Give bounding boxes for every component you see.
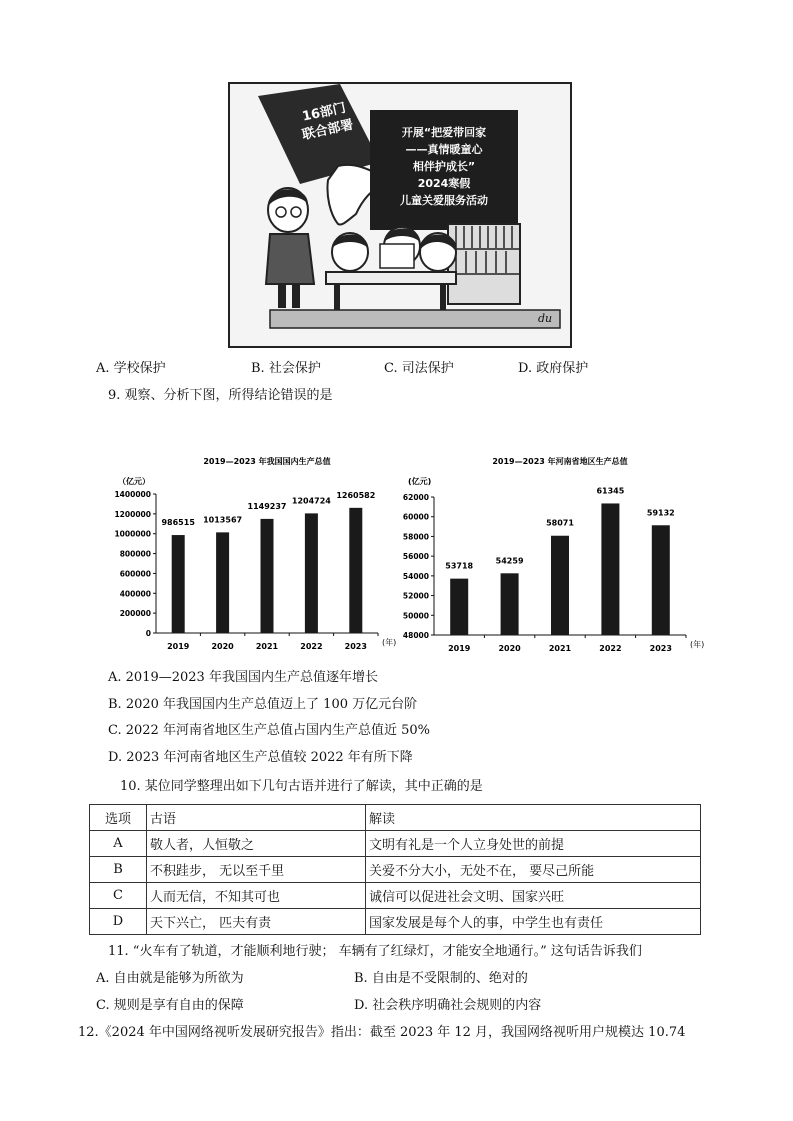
table-header-cell: 古语 <box>147 805 366 831</box>
bar <box>305 513 318 633</box>
data-label: 1260582 <box>336 490 376 500</box>
bar <box>216 532 229 633</box>
x-tick-label: 2021 <box>548 644 572 653</box>
x-axis-label: (年) <box>382 638 397 647</box>
y-tick-label: 0 <box>145 629 151 638</box>
y-tick-label: 1200000 <box>114 509 151 519</box>
y-axis-label: （亿元） <box>118 477 150 486</box>
floor <box>270 310 560 328</box>
cartoon-illustration <box>228 82 572 348</box>
q9-option-a: A. 2019—2023 年我国国内生产总值逐年增长 <box>108 670 378 685</box>
table-cell: 天下兴亡， 匹夫有责 <box>147 909 366 935</box>
data-label: 1013567 <box>203 515 243 525</box>
table-cell: B <box>90 857 147 883</box>
table-cell: 人而无信，不知其可也 <box>147 883 366 909</box>
y-tick-label: 50000 <box>402 611 429 621</box>
data-label: 53718 <box>445 561 474 571</box>
table-cell: 敬人者，人恒敬之 <box>147 831 366 857</box>
henan-gdp-chart <box>400 450 710 660</box>
q12-stem: 12.《2024 年中国网络视听发展研究报告》指出：截至 2023 年 12 月，我国网络视听用户规模达 10.74 <box>78 1025 686 1040</box>
teacher-figure <box>266 188 314 308</box>
y-tick-label: 62000 <box>402 493 429 502</box>
y-tick-label: 52000 <box>402 591 429 601</box>
chart-title: 2019—2023 年我国国内生产总值 <box>203 457 331 466</box>
table-cell: C <box>90 883 147 909</box>
y-tick-label: 60000 <box>402 512 429 522</box>
table-cell: A <box>90 831 147 857</box>
y-tick-label: 200000 <box>119 609 151 619</box>
x-tick-label: 2023 <box>344 642 367 651</box>
bar <box>172 535 185 633</box>
x-tick-label: 2022 <box>599 644 622 653</box>
q11-option-d: D. 社会秩序明确社会规则的内容 <box>354 998 542 1013</box>
bar <box>601 503 619 635</box>
sign-line: 16部门 <box>300 100 348 125</box>
bar <box>349 508 362 633</box>
data-label: 59132 <box>646 508 675 518</box>
table-cell: 国家发展是每个人的事，中学生也有责任 <box>366 909 701 935</box>
x-tick-label: 2020 <box>498 644 521 653</box>
data-label: 986515 <box>161 518 195 528</box>
q8-option-b: B. 社会保护 <box>251 361 321 376</box>
q8-option-d: D. 政府保护 <box>518 361 589 376</box>
y-axis-label: (亿元) <box>408 477 432 486</box>
q9-option-b: B. 2020 年我国国内生产总值迈上了 100 万亿元台阶 <box>108 697 418 712</box>
y-tick-label: 56000 <box>402 552 429 562</box>
q8-option-a: A. 学校保护 <box>96 361 166 376</box>
national-gdp-chart <box>112 450 402 660</box>
board-text <box>370 124 518 209</box>
bar <box>652 525 670 635</box>
x-tick-label: 2019 <box>167 642 190 651</box>
y-tick-label: 1000000 <box>114 529 151 539</box>
y-tick-label: 58000 <box>402 532 429 542</box>
table-header-row <box>90 805 701 831</box>
data-label: 61345 <box>596 486 625 496</box>
table-row <box>90 831 701 857</box>
board-line: 儿童关爱服务活动 <box>400 194 488 207</box>
board-line: 开展“把爱带回家 <box>401 126 487 139</box>
x-tick-label: 2022 <box>300 642 323 651</box>
bar <box>501 573 519 635</box>
q11-stem: 11. “火车有了轨道，才能顺利地行驶； 车辆有了红绿灯，才能安全地通行。” 这句话告诉我们 <box>108 944 642 959</box>
board-line: 2024寒假 <box>417 177 471 190</box>
q9-stem: 9. 观察、分析下图，所得结论错误的是 <box>108 388 333 403</box>
x-tick-label: 2023 <box>649 644 672 653</box>
y-tick-label: 800000 <box>119 549 151 559</box>
q11-option-a: A. 自由就是能够为所欲为 <box>96 971 244 986</box>
q9-option-d: D. 2023 年河南省地区生产总值较 2022 年有所下降 <box>108 750 413 765</box>
bar <box>261 519 274 633</box>
table-cell: 文明有礼是一个人立身处世的前提 <box>366 831 701 857</box>
chart-title: 2019—2023 年河南省地区生产总值 <box>492 457 628 466</box>
table-cell: 不积跬步， 无以至千里 <box>147 857 366 883</box>
q8-option-c: C. 司法保护 <box>384 361 454 376</box>
q10-stem: 10. 某位同学整理出如下几句古语并进行了解读，其中正确的是 <box>120 779 483 794</box>
table-row <box>90 883 701 909</box>
table-cell: 诚信可以促进社会文明、国家兴旺 <box>366 883 701 909</box>
x-tick-label: 2021 <box>255 642 279 651</box>
y-tick-label: 400000 <box>119 589 151 599</box>
x-tick-label: 2019 <box>448 644 471 653</box>
y-tick-label: 1400000 <box>114 490 151 499</box>
table-header-cell: 选项 <box>90 805 147 831</box>
board-line: 相伴护成长” <box>412 160 476 173</box>
table-cell: D <box>90 909 147 935</box>
children-figures <box>326 227 457 310</box>
x-axis-label: (年) <box>690 640 705 649</box>
data-label: 58071 <box>546 518 574 528</box>
table-cell: 关爱不分大小，无处不在， 要尽己所能 <box>366 857 701 883</box>
data-label: 1204724 <box>291 496 331 506</box>
data-label: 1149237 <box>247 501 287 511</box>
bar <box>450 579 468 635</box>
y-tick-label: 48000 <box>402 631 429 640</box>
table-row <box>90 857 701 883</box>
table-header-cell: 解读 <box>366 805 701 831</box>
bar <box>551 536 569 635</box>
sign-line: 联合部署 <box>300 117 355 144</box>
y-tick-label: 600000 <box>119 569 151 579</box>
bookshelf <box>448 224 520 304</box>
data-label: 54259 <box>495 556 524 566</box>
y-tick-label: 54000 <box>402 571 429 581</box>
x-tick-label: 2020 <box>211 642 234 651</box>
q9-option-c: C. 2022 年河南省地区生产总值占国内生产总值近 50% <box>108 723 430 738</box>
table-row <box>90 909 701 935</box>
q10-table <box>89 804 701 935</box>
q11-option-c: C. 规则是享有自由的保障 <box>96 998 244 1013</box>
artist-signature: du <box>538 312 553 325</box>
q11-option-b: B. 自由是不受限制的、绝对的 <box>354 971 528 986</box>
board-line: ——真情暖童心 <box>405 143 483 156</box>
